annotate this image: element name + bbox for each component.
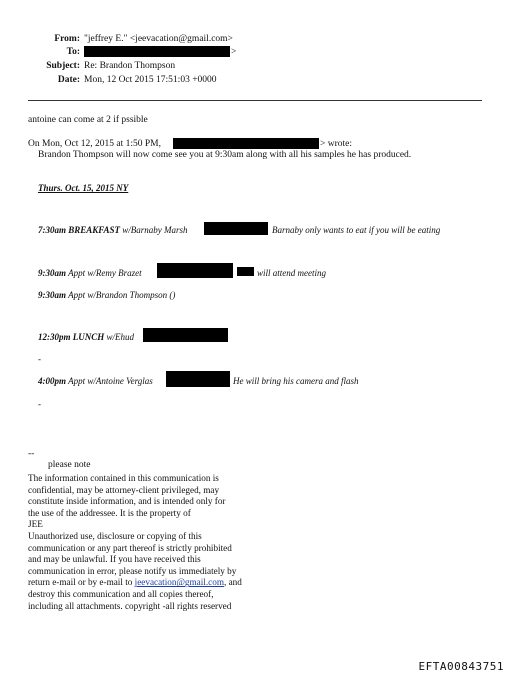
schedule-note: will attend meeting: [257, 268, 326, 278]
schedule-time: 12:30pm: [38, 332, 71, 342]
document-id: EFTA00843751: [418, 660, 504, 673]
from-value: "jeffrey E." <jeevacation@gmail.com>: [84, 34, 233, 44]
redaction-box: [166, 371, 230, 387]
quote-intro-suffix: > wrote:: [320, 139, 353, 149]
schedule-title: BREAKFAST: [68, 225, 120, 235]
disclaimer-line: confidential, may be attorney-client privileged, may: [28, 484, 220, 495]
quote-line: Brandon Thompson will now come see you at 9:30am along with all his samples he has produced.: [38, 150, 412, 160]
schedule-note: He will bring his camera and flash: [233, 376, 359, 386]
subject-value: Re: Brandon Thompson: [84, 61, 176, 71]
schedule-item: [38, 225, 187, 235]
redaction-box: [204, 222, 268, 235]
schedule-item: [38, 332, 134, 342]
schedule-detail: Appt w/Brandon Thompson (): [68, 290, 176, 300]
schedule-item: [38, 376, 153, 386]
disclaimer-line: including all attachments. copyright -all rights reserved: [28, 600, 232, 611]
signature-note: please note: [48, 460, 91, 470]
disclaimer-line: destroy this communication and all copies thereof,: [28, 588, 214, 599]
disclaimer-line: Unauthorized use, disclosure or copying of this: [28, 530, 202, 541]
redaction-box: [237, 267, 254, 276]
disclaimer-line: The information contained in this communication is: [28, 473, 219, 483]
schedule-time: 4:00pm: [38, 376, 66, 386]
date-value: Mon, 12 Oct 2015 17:51:03 +0000: [84, 75, 217, 85]
header-divider: [28, 100, 482, 101]
schedule-item: [38, 290, 175, 300]
disclaimer-line: constitute inside information, and is intended only for: [28, 496, 226, 507]
redaction-box: [157, 263, 233, 278]
schedule-time: 9:30am: [38, 290, 66, 300]
disclaimer-line: the use of the addressee. It is the property of: [28, 507, 191, 518]
schedule-dash: -: [38, 399, 41, 409]
disclaimer-line: JEE: [28, 519, 43, 530]
schedule-detail: Appt w/Remy Brazet: [68, 268, 142, 278]
schedule-detail: w/Barnaby Marsh: [122, 225, 188, 235]
disclaimer-line: communication in error, please notify us immediately by: [28, 565, 237, 576]
schedule-item: [38, 268, 142, 278]
subject-label: Subject:: [46, 61, 80, 71]
redaction-box: [173, 138, 319, 149]
signature-separator: --: [28, 449, 35, 459]
schedule-time: 9:30am: [38, 268, 66, 278]
redaction-box: [143, 328, 228, 342]
schedule-dash: -: [38, 354, 41, 364]
schedule-time: 7:30am: [38, 225, 66, 235]
schedule-detail: Appt w/Antoine Verglas: [68, 376, 153, 386]
date-label: Date:: [57, 75, 80, 85]
schedule-detail: w/Ehud: [106, 332, 135, 342]
disclaimer-email-line: [28, 577, 242, 589]
from-label: From:: [54, 34, 80, 44]
disclaimer: [28, 473, 242, 612]
disclaimer-line: and may be unlawful. If you have received this: [28, 554, 201, 565]
to-label: To:: [66, 47, 80, 57]
email-prefix: return e-mail or by e-mail to: [28, 577, 135, 588]
reply-line: antoine can come at 2 if pssible: [28, 115, 148, 125]
redaction-box: [84, 46, 230, 57]
to-tail: >: [231, 47, 237, 57]
quote-intro-prefix: On Mon, Oct 12, 2015 at 1:50 PM,: [28, 139, 161, 149]
schedule-title: LUNCH: [72, 332, 105, 342]
email-suffix: , and: [223, 577, 242, 588]
schedule-date-heading: Thurs. Oct. 15, 2015 NY: [38, 183, 129, 193]
schedule-note: Barnaby only wants to eat if you will be eating: [272, 225, 441, 235]
disclaimer-line: communication or any part thereof is strictly prohibited: [28, 542, 232, 553]
email-link[interactable]: jeevacation@gmail.com: [134, 577, 224, 588]
